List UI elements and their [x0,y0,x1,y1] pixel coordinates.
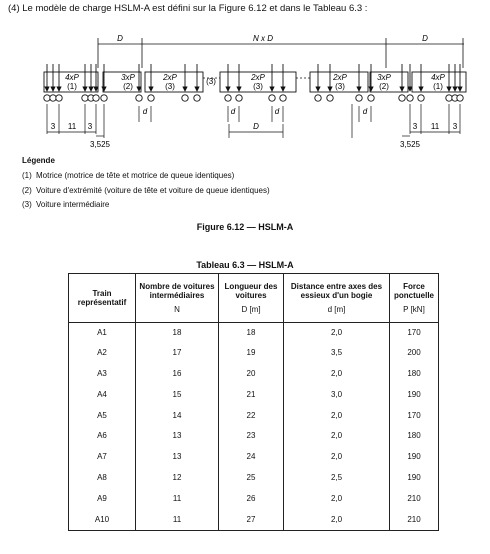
table-cell: 13 [136,426,219,447]
table-cell: A2 [69,343,136,364]
wheel [446,95,452,101]
dim-left-11: 11 [67,122,77,131]
table-cell: 190 [390,447,439,468]
table-cell: 13 [136,447,219,468]
table-cell: 20 [219,364,284,385]
wheel [407,95,413,101]
table-row [69,406,439,427]
car-number-label: (3) [253,82,263,91]
figure-caption: Figure 6.12 — HSLM-A [196,222,294,232]
dim-top-d-left: D [117,34,123,43]
table-cell: 2,0 [284,406,390,427]
table-cell: 17 [136,343,219,364]
car-number-label: (2) [379,82,389,91]
table-cell: A6 [69,426,136,447]
wheel [194,95,200,101]
table-cell: 22 [219,406,284,427]
table-row [69,323,439,344]
hslm-a-load-diagram [0,28,490,154]
wheel [148,95,154,101]
table-row [69,447,439,468]
car-load-label: 4xP [431,73,445,82]
d-label: d [362,107,368,116]
table-row [69,343,439,364]
table-cell: 210 [390,510,439,531]
table-row [69,468,439,489]
wheel [327,95,333,101]
hslm-a-table [68,273,439,531]
legend [22,156,270,215]
wheel [269,95,275,101]
d-label: d [230,107,236,116]
dim-left-3a: 3 [50,122,56,131]
table-cell: A1 [69,323,136,344]
table-row [69,364,439,385]
wheel [399,95,405,101]
table-cell: 27 [219,510,284,531]
table-cell: 210 [390,489,439,510]
col-header-d-length: Longueur des voitures D [m] [219,274,284,323]
wheel [418,95,424,101]
dim-top-d-right: D [422,34,428,43]
table-cell: 2,0 [284,489,390,510]
table-cell: A5 [69,406,136,427]
table-cell: 26 [219,489,284,510]
table-cell: 19 [219,343,284,364]
table-cell: 21 [219,385,284,406]
wheel [368,95,374,101]
dim-left-3b: 3 [87,122,93,131]
dim-top-nxd: N x D [253,34,273,43]
table-cell: 3,5 [284,343,390,364]
table-cell: A3 [69,364,136,385]
table-cell: 11 [136,510,219,531]
table-cell: 24 [219,447,284,468]
table-row [69,489,439,510]
wheel [315,95,321,101]
legend-item: (3) Voiture intermédiaire [22,200,110,210]
table-caption: Tableau 6.3 — HSLM-A [196,260,294,270]
legend-title: Légende [22,156,55,165]
table-cell: A8 [69,468,136,489]
table-cell: 190 [390,468,439,489]
wheel [101,95,107,101]
dim-bottom-d: D [253,122,259,131]
wheel [93,95,99,101]
dim-right-3b: 3 [452,122,458,131]
dim-right-3a: 3 [412,122,418,131]
intro-paragraph: (4) Le modèle de charge HSLM-A est défini sur la Figure 6.12 et dans le Tableau 6.3 : [8,3,368,14]
d-label: d [142,107,148,116]
table-cell: 18 [136,323,219,344]
table-cell: 200 [390,343,439,364]
car-number-label: (1) [433,82,443,91]
car-number-label: (2) [123,82,133,91]
table-row [69,385,439,406]
col-header-p: Force ponctuelle P [kN] [390,274,439,323]
col-header-d-axles: Distance entre axes des essieux d'un bogie d [m] [284,274,390,323]
table-cell: A9 [69,489,136,510]
car-load-label: 4xP [65,73,79,82]
table-cell: 18 [219,323,284,344]
legend-item: (2) Voiture d'extrémité (voiture de tête et voiture de queue identiques) [22,185,270,195]
wheel [56,95,62,101]
dim-right-11: 11 [430,122,440,131]
dim-right-total: 3,525 [399,140,421,149]
table-cell: 23 [219,426,284,447]
car-number-label: (3) [206,77,216,86]
wheel [136,95,142,101]
wheel [236,95,242,101]
table-cell: 2,5 [284,468,390,489]
table-cell: 180 [390,364,439,385]
car-number-label: (3) [165,82,175,91]
table-cell: 15 [136,385,219,406]
car-load-label: 2xP [163,73,177,82]
table-cell: 170 [390,323,439,344]
table-cell: 25 [219,468,284,489]
table-cell: 2,0 [284,510,390,531]
table-cell: 3,0 [284,385,390,406]
wheel [82,95,88,101]
dim-left-total: 3,525 [89,140,111,149]
car-number-label: (1) [67,82,77,91]
table-cell: A4 [69,385,136,406]
car-load-label: 3xP [377,73,391,82]
wheel [280,95,286,101]
col-header-train: Train représentatif [69,274,136,323]
table-cell: A7 [69,447,136,468]
table-row [69,426,439,447]
table-cell: 2,0 [284,426,390,447]
table-cell: 11 [136,489,219,510]
car-load-label: 2xP [251,73,265,82]
wheel [44,95,50,101]
car-load-label: 3xP [121,73,135,82]
car-number-label: (3) [335,82,345,91]
wheel [50,95,56,101]
table-cell: 2,0 [284,364,390,385]
table-cell: 170 [390,406,439,427]
table-cell: 2,0 [284,447,390,468]
table-cell: 190 [390,385,439,406]
table-cell: 180 [390,426,439,447]
d-label: d [274,107,280,116]
table-cell: 2,0 [284,323,390,344]
car-load-label: 2xP [333,73,347,82]
table-cell: 12 [136,468,219,489]
wheel [182,95,188,101]
table-cell: 14 [136,406,219,427]
table-cell: A10 [69,510,136,531]
col-header-n: Nombre de voitures intermédiaires N [136,274,219,323]
wheel [457,95,463,101]
table-row [69,510,439,531]
wheel [225,95,231,101]
legend-item: (1) Motrice (motrice de tête et motrice de queue identiques) [22,170,235,180]
wheel [356,95,362,101]
table-cell: 16 [136,364,219,385]
